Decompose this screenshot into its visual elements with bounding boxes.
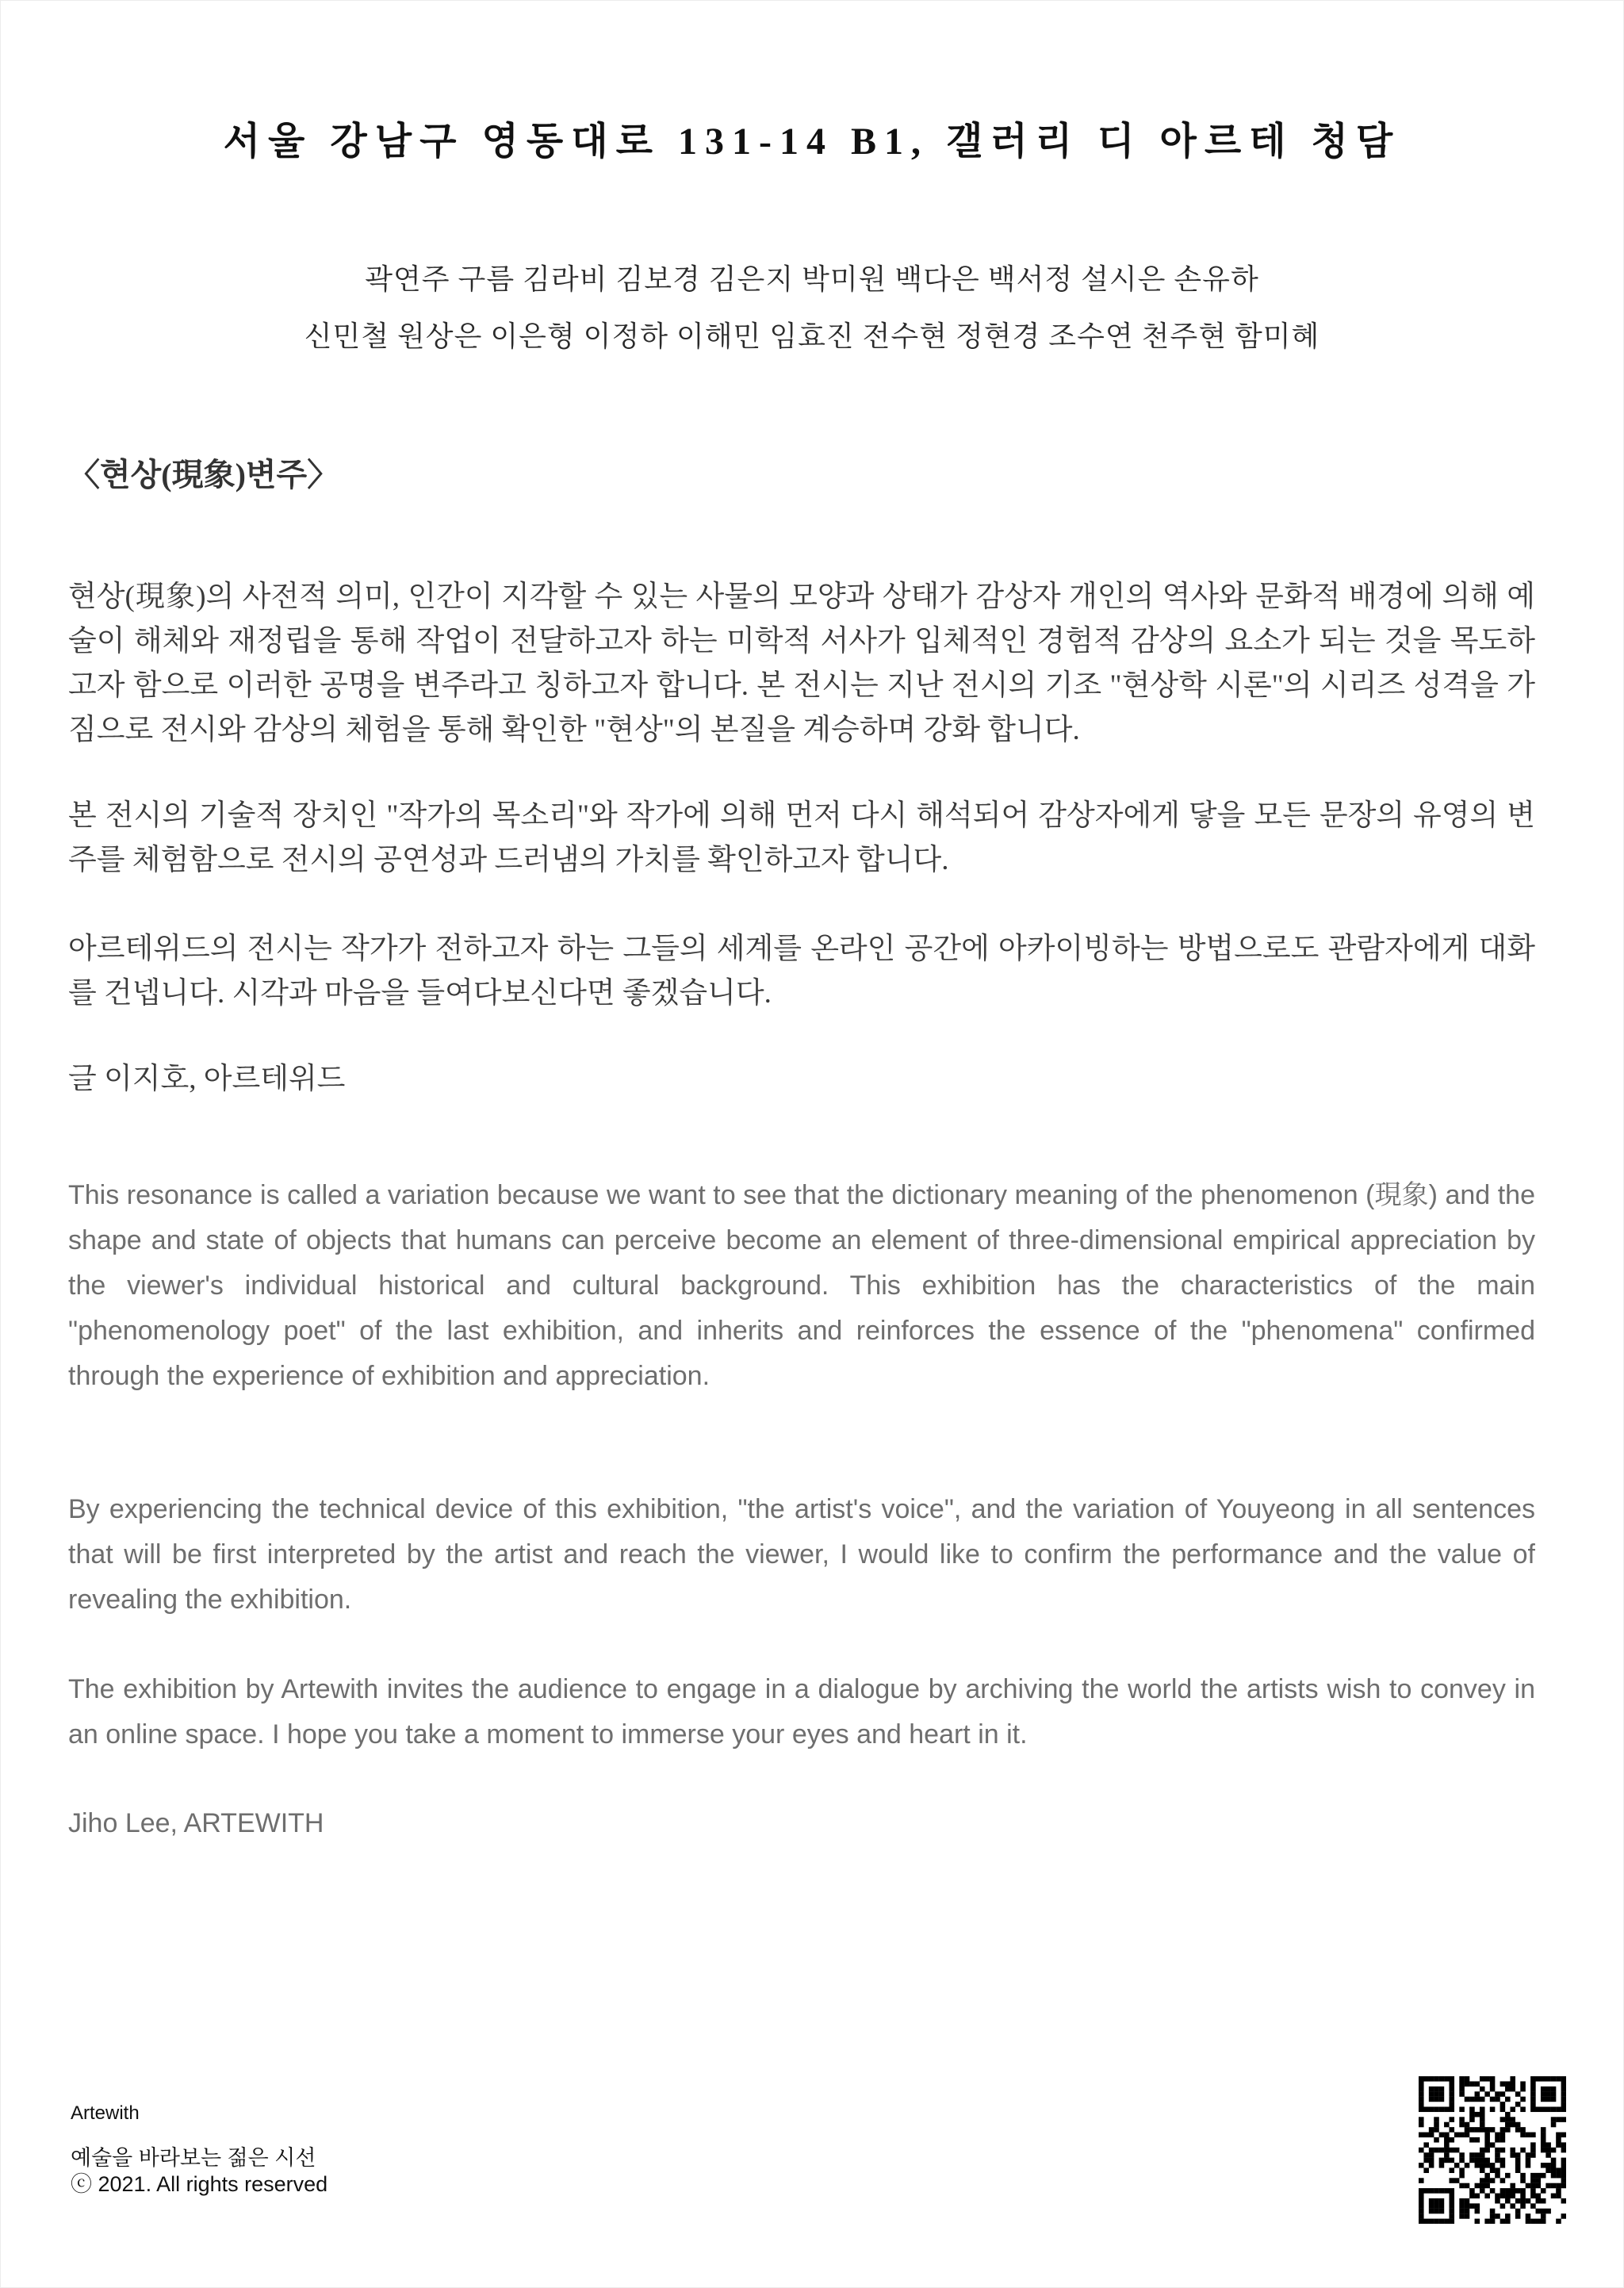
artist-list-line2: 신민철 원상은 이은형 이정하 이해민 임효진 전수현 정현경 조수연 천주현 함미혜 <box>304 320 1320 352</box>
korean-paragraph-3: 아르테위드의 전시는 작가가 전하고자 하는 그들의 세계를 온라인 공간에 아카이빙하는 방법으로도 관람자에게 대화를 건넵니다. 시각과 마음을 들여다보신다면 좋겠습니다. <box>68 933 1535 1010</box>
qr-code <box>1419 2076 1566 2224</box>
english-paragraph-2: By experiencing the technical device of this exhibition, "the artist's voice", and the variation of Youyeong in all sentences that will be first interpreted by the artist and reach the viewer, I would like to confirm the performance and the value of revealing the exhibition. <box>68 1494 1535 1615</box>
page-title: 서울 강남구 영동대로 131-14 B1, 갤러리 디 아르테 청담 <box>223 121 1401 163</box>
footer-brand: Artewith <box>71 2102 140 2124</box>
korean-byline: 글 이지호, 아르테위드 <box>68 1063 346 1095</box>
english-paragraph-1: This resonance is called a variation because we want to see that the dictionary meaning of the phenomenon (現象) and the shape and state of objects that humans can perceive become an element of three-dimensional empirical appreciation by the viewer's individual historical and cultural background. This exhibition has the characteristics of the main "phenomenology poet" of the last exhibition, and inherits and reinforces the essence of the "phenomena" confirmed through the experience of exhibition and appreciation. <box>68 1180 1535 1391</box>
exhibition-title: 〈현상(現象)변주〉 <box>68 457 339 492</box>
english-paragraph-3: The exhibition by Artewith invites the audience to engage in a dialogue by archiving the world the artists wish to convey in an online space. I hope you take a moment to immerse your eyes and heart in it. <box>68 1674 1535 1750</box>
footer-text-block <box>71 2145 327 2198</box>
artist-list-line1: 곽연주 구름 김라비 김보경 김은지 박미원 백다은 백서정 설시은 손유하 <box>365 263 1259 295</box>
footer-copyright: ⓒ 2021. All rights reserved <box>71 2172 328 2196</box>
korean-paragraph-2: 본 전시의 기술적 장치인 "작가의 목소리"와 작가에 의해 먼저 다시 해석되어 감상자에게 닿을 모든 문장의 유영의 변주를 체험함으로 전시의 공연성과 드러냄의 가치를 확인하고자 합니다. <box>68 799 1535 876</box>
english-byline: Jiho Lee, ARTEWITH <box>68 1808 324 1838</box>
footer-tagline: 예술을 바라보는 젊은 시선 <box>71 2146 316 2170</box>
artist-list <box>1 251 1623 365</box>
korean-paragraph-1: 현상(現象)의 사전적 의미, 인간이 지각할 수 있는 사물의 모양과 상태가 감상자 개인의 역사와 문화적 배경에 의해 예술이 해체와 재정립을 통해 작업이 전달하고자 하는 미학적 서사가 입체적인 경험적 감상의 요소가 되는 것을 목도하고자 함으로 이러한 공명을 변주라고 칭하고자 합니다. 본 전시는 지난 전시의 기조 "현상학 시론"의 시리즈 성격을 가짐으로 전시와 감상의 체험을 통해 확인한 "현상"의 본질을 계승하며 강화 합니다. <box>68 581 1535 746</box>
